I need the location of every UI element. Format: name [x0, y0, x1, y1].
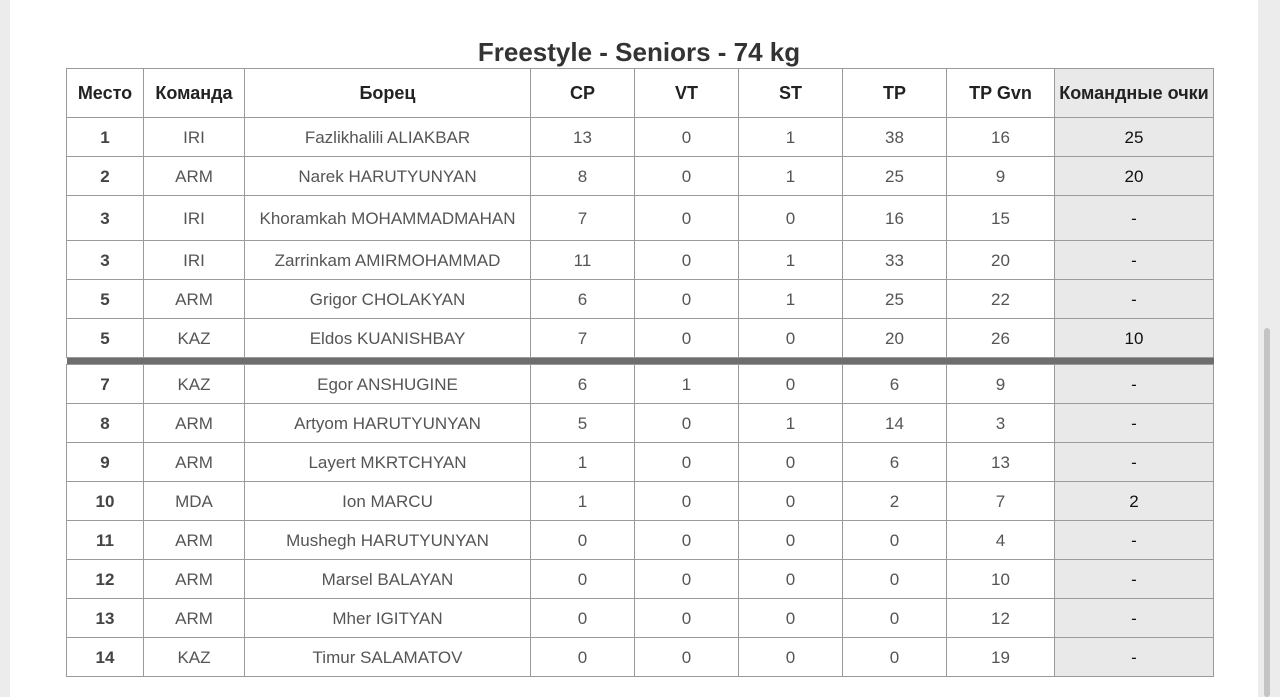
header-wrestler: Борец: [245, 69, 531, 118]
cell-st: 0: [739, 365, 843, 404]
cell-wrestler: Khoramkah MOHAMMADMAHAN: [245, 196, 531, 241]
table-row: [67, 241, 1214, 280]
cell-wrestler: Marsel BALAYAN: [245, 560, 531, 599]
cell-team: ARM: [144, 157, 245, 196]
cell-st: 1: [739, 404, 843, 443]
cell-st: 0: [739, 196, 843, 241]
cell-wrestler: Egor ANSHUGINE: [245, 365, 531, 404]
cell-team-points: -: [1055, 365, 1214, 404]
table-row: [67, 280, 1214, 319]
cell-tp-gvn: 9: [947, 365, 1055, 404]
cell-vt: 0: [635, 157, 739, 196]
cell-team-points: 20: [1055, 157, 1214, 196]
header-tp-gvn: TP Gvn: [947, 69, 1055, 118]
page-title: Freestyle - Seniors - 74 kg: [477, 37, 801, 67]
cell-tp: 2: [843, 482, 947, 521]
table-row: [67, 196, 1214, 241]
cell-cp: 8: [531, 157, 635, 196]
cell-cp: 0: [531, 521, 635, 560]
cell-wrestler: Grigor CHOLAKYAN: [245, 280, 531, 319]
table-row: [67, 118, 1214, 157]
cell-tp-gvn: 19: [947, 638, 1055, 677]
table-row: [67, 443, 1214, 482]
table-separator: [67, 358, 1214, 365]
cell-team-points: 2: [1055, 482, 1214, 521]
cell-vt: 0: [635, 280, 739, 319]
cell-team-points: -: [1055, 599, 1214, 638]
cell-cp: 0: [531, 560, 635, 599]
cell-tp-gvn: 4: [947, 521, 1055, 560]
cell-wrestler: Mher IGITYAN: [245, 599, 531, 638]
cell-wrestler: Mushegh HARUTYUNYAN: [245, 521, 531, 560]
separator-bar: [67, 358, 1214, 365]
cell-team: KAZ: [144, 365, 245, 404]
cell-wrestler: Artyom HARUTYUNYAN: [245, 404, 531, 443]
cell-tp-gvn: 13: [947, 443, 1055, 482]
cell-tp-gvn: 9: [947, 157, 1055, 196]
cell-wrestler: Timur SALAMATOV: [245, 638, 531, 677]
header-team-points: Командные очки: [1055, 69, 1214, 118]
table-body-bottom: [67, 365, 1214, 677]
cell-tp-gvn: 12: [947, 599, 1055, 638]
cell-team-points: -: [1055, 241, 1214, 280]
cell-wrestler: Narek HARUTYUNYAN: [245, 157, 531, 196]
cell-vt: 0: [635, 196, 739, 241]
cell-place: 3: [67, 241, 144, 280]
table-row: [67, 521, 1214, 560]
results-table: [66, 68, 1214, 677]
table-row: [67, 482, 1214, 521]
header-tp: TP: [843, 69, 947, 118]
cell-st: 0: [739, 443, 843, 482]
cell-tp: 0: [843, 638, 947, 677]
cell-team-points: 25: [1055, 118, 1214, 157]
cell-st: 1: [739, 157, 843, 196]
cell-team: IRI: [144, 241, 245, 280]
table-row: [67, 319, 1214, 358]
cell-tp: 0: [843, 521, 947, 560]
cell-team: IRI: [144, 118, 245, 157]
cell-st: 0: [739, 599, 843, 638]
table-header-row: [67, 69, 1214, 118]
cell-team-points: -: [1055, 404, 1214, 443]
cell-place: 14: [67, 638, 144, 677]
header-cp: CP: [531, 69, 635, 118]
page-edge-left: [0, 0, 10, 697]
cell-team: ARM: [144, 404, 245, 443]
cell-place: 10: [67, 482, 144, 521]
header-vt: VT: [635, 69, 739, 118]
cell-team-points: -: [1055, 280, 1214, 319]
cell-place: 13: [67, 599, 144, 638]
cell-wrestler: Zarrinkam AMIRMOHAMMAD: [245, 241, 531, 280]
cell-wrestler: Eldos KUANISHBAY: [245, 319, 531, 358]
cell-place: 3: [67, 196, 144, 241]
cell-team: MDA: [144, 482, 245, 521]
cell-place: 9: [67, 443, 144, 482]
cell-st: 0: [739, 319, 843, 358]
cell-place: 8: [67, 404, 144, 443]
cell-st: 1: [739, 241, 843, 280]
cell-vt: 0: [635, 599, 739, 638]
cell-team: ARM: [144, 280, 245, 319]
cell-tp: 25: [843, 280, 947, 319]
cell-tp: 33: [843, 241, 947, 280]
cell-team: ARM: [144, 560, 245, 599]
cell-vt: 0: [635, 443, 739, 482]
cell-cp: 7: [531, 319, 635, 358]
cell-team-points: -: [1055, 521, 1214, 560]
cell-st: 0: [739, 560, 843, 599]
cell-cp: 0: [531, 599, 635, 638]
cell-team-points: -: [1055, 560, 1214, 599]
cell-team: KAZ: [144, 638, 245, 677]
cell-vt: 0: [635, 404, 739, 443]
cell-wrestler: Layert MKRTCHYAN: [245, 443, 531, 482]
cell-tp: 38: [843, 118, 947, 157]
table-row: [67, 157, 1214, 196]
cell-cp: 1: [531, 443, 635, 482]
cell-team-points: -: [1055, 196, 1214, 241]
cell-cp: 6: [531, 365, 635, 404]
cell-team-points: -: [1055, 638, 1214, 677]
cell-team: ARM: [144, 521, 245, 560]
cell-cp: 5: [531, 404, 635, 443]
cell-tp: 20: [843, 319, 947, 358]
cell-place: 12: [67, 560, 144, 599]
cell-st: 1: [739, 280, 843, 319]
cell-tp-gvn: 3: [947, 404, 1055, 443]
table-row: [67, 365, 1214, 404]
cell-tp: 6: [843, 443, 947, 482]
cell-team-points: -: [1055, 443, 1214, 482]
cell-tp-gvn: 15: [947, 196, 1055, 241]
cell-vt: 0: [635, 319, 739, 358]
cell-tp-gvn: 16: [947, 118, 1055, 157]
cell-place: 5: [67, 319, 144, 358]
cell-st: 0: [739, 521, 843, 560]
cell-cp: 1: [531, 482, 635, 521]
cell-tp: 25: [843, 157, 947, 196]
cell-st: 0: [739, 482, 843, 521]
cell-wrestler: Fazlikhalili ALIAKBAR: [245, 118, 531, 157]
cell-vt: 0: [635, 241, 739, 280]
cell-vt: 0: [635, 560, 739, 599]
cell-vt: 1: [635, 365, 739, 404]
cell-team: ARM: [144, 599, 245, 638]
cell-cp: 7: [531, 196, 635, 241]
cell-place: 11: [67, 521, 144, 560]
cell-team: IRI: [144, 196, 245, 241]
cell-team: ARM: [144, 443, 245, 482]
header-team: Команда: [144, 69, 245, 118]
cell-tp: 6: [843, 365, 947, 404]
table-row: [67, 638, 1214, 677]
table-row: [67, 560, 1214, 599]
cell-vt: 0: [635, 118, 739, 157]
cell-st: 0: [739, 638, 843, 677]
cell-tp: 0: [843, 560, 947, 599]
cell-tp-gvn: 22: [947, 280, 1055, 319]
cell-cp: 6: [531, 280, 635, 319]
cell-place: 2: [67, 157, 144, 196]
cell-tp: 14: [843, 404, 947, 443]
separator-row: [67, 358, 1214, 365]
table-row: [67, 404, 1214, 443]
cell-place: 7: [67, 365, 144, 404]
cell-place: 5: [67, 280, 144, 319]
header-st: ST: [739, 69, 843, 118]
cell-tp-gvn: 26: [947, 319, 1055, 358]
cell-tp-gvn: 20: [947, 241, 1055, 280]
cell-tp-gvn: 7: [947, 482, 1055, 521]
cell-team: KAZ: [144, 319, 245, 358]
cell-vt: 0: [635, 482, 739, 521]
table-body-top: [67, 118, 1214, 358]
cell-cp: 13: [531, 118, 635, 157]
header-place: Место: [67, 69, 144, 118]
cell-cp: 11: [531, 241, 635, 280]
cell-team-points: 10: [1055, 319, 1214, 358]
cell-wrestler: Ion MARCU: [245, 482, 531, 521]
cell-tp: 0: [843, 599, 947, 638]
cell-vt: 0: [635, 521, 739, 560]
table-row: [67, 599, 1214, 638]
cell-tp: 16: [843, 196, 947, 241]
cell-tp-gvn: 10: [947, 560, 1055, 599]
cell-vt: 0: [635, 638, 739, 677]
cell-cp: 0: [531, 638, 635, 677]
cell-place: 1: [67, 118, 144, 157]
cell-st: 1: [739, 118, 843, 157]
vertical-scrollbar[interactable]: [1264, 328, 1270, 697]
